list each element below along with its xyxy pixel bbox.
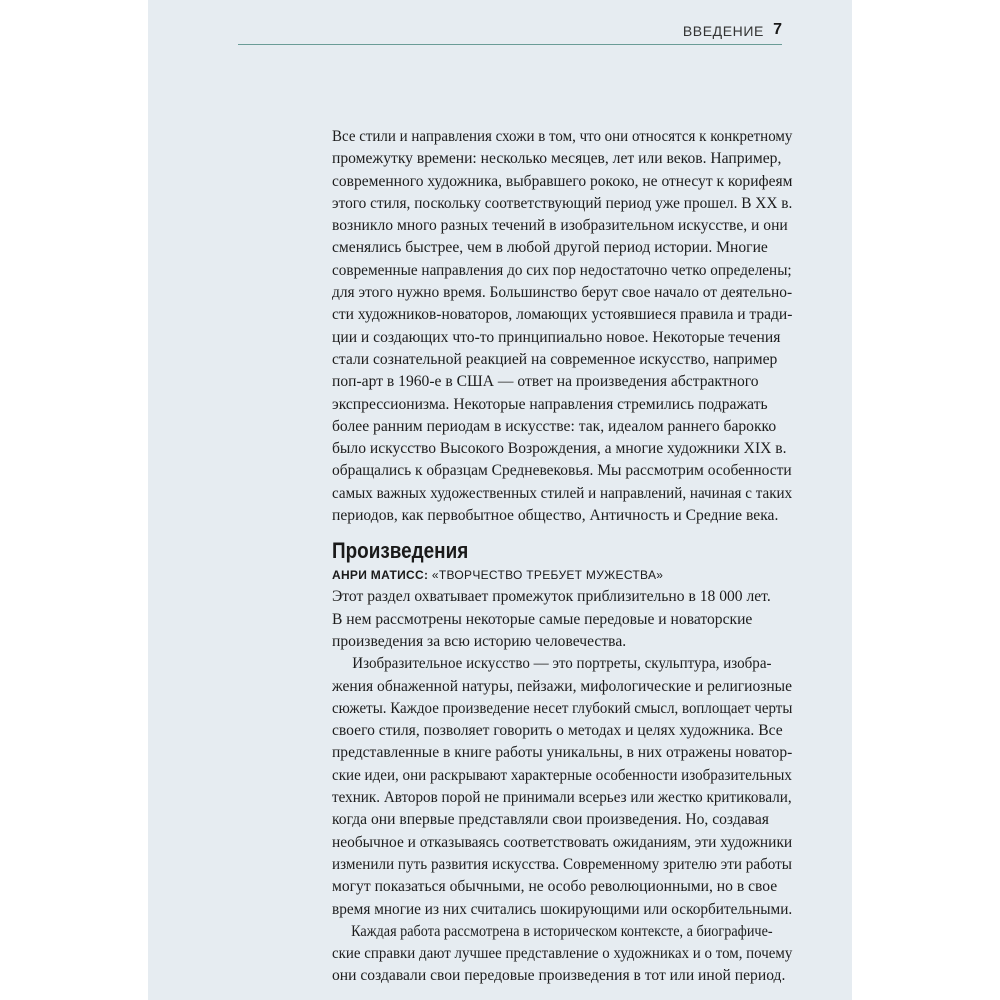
text-line: сти художников-новаторов, ломающих устоявшиеся правила и тради- xyxy=(332,306,793,324)
text-line: промежутку времени: несколько месяцев, лет или веков. Например, xyxy=(332,150,782,168)
text-line: этого стиля, поскольку соответствующий период уже прошел. В XX в. xyxy=(332,194,793,212)
text-line: обращались к образцам Средневековья. Мы рассмотрим особенности xyxy=(332,462,792,480)
text-line: периодов, как первобытное общество, Античность и Средние века. xyxy=(332,507,779,525)
epigraph xyxy=(332,566,792,584)
text-line: самых важных художественных стилей и направлений, начиная с таких xyxy=(332,484,793,502)
text-line: экспрессионизма. Некоторые направления стремились подражать xyxy=(332,395,768,413)
text-line: сменялись быстрее, чем в любой другой период истории. Многие xyxy=(332,239,768,257)
paragraph-3 xyxy=(332,921,792,988)
text-line: было искусство Высокого Возрождения, а многие художники XIX в. xyxy=(332,440,787,458)
text-line: стали сознательной реакцией на современное искусство, например xyxy=(332,350,778,368)
text-line: Все стили и направления схожи в том, что они относятся к конкретному xyxy=(332,128,793,145)
text-line: Этот раздел охватывает промежуток приблизительно в 18 000 лет. xyxy=(332,588,771,606)
body-text xyxy=(332,126,792,988)
text-line: для этого нужно время. Большинство берут свое начало от деятельно- xyxy=(332,284,793,302)
text-line: произведения за всю историю человечества. xyxy=(332,632,627,650)
text-line: время многие из них считались шокирующими или оскорбительными. xyxy=(332,900,793,918)
text-line: могут показаться обычными, не особо революционными, но в свое xyxy=(332,878,778,896)
paragraph-1 xyxy=(332,586,792,653)
book-page xyxy=(148,0,852,1000)
text-line: ции и создающих что-то принципиально новое. Некоторые течения xyxy=(332,328,781,346)
epigraph-author: АНРИ МАТИСС: xyxy=(332,568,429,583)
text-line: Изобразительное искусство — это портреты, скульптура, изобра- xyxy=(352,655,772,673)
section-heading: Произведения xyxy=(332,538,469,564)
text-line: современные направления до сих пор недостаточно четко определены; xyxy=(332,261,792,279)
text-line: поп-арт в 1960-е в США — ответ на произведения абстрактного xyxy=(332,373,759,391)
page-number: 7 xyxy=(773,21,782,38)
text-line: представленные в книге работы уникальны, в них отражены новатор- xyxy=(332,744,793,762)
text-line: ские идеи, они раскрывают характерные особенности изобразительных xyxy=(332,766,792,784)
text-line: В нем рассмотрены некоторые самые передовые и новаторские xyxy=(332,610,753,628)
text-line: необычное и отказываясь соответствовать ожиданиям, эти художники xyxy=(332,833,793,851)
text-line: они создавали свои передовые произведения в тот или иной период. xyxy=(332,967,786,985)
text-line: сюжеты. Каждое произведение несет глубокий смысл, воплощает черты xyxy=(332,699,793,717)
running-header-section: ВВЕДЕНИЕ xyxy=(682,23,764,39)
text-line: изменили путь развития искусства. Современному зрителю эти работы xyxy=(332,855,792,873)
paragraph-2 xyxy=(332,653,792,921)
text-line: возникло много разных течений в изобразительном искусстве, и они xyxy=(332,217,788,235)
text-line: Каждая работа рассмотрена в историческом контексте, а биографиче- xyxy=(351,922,773,940)
text-line: более ранним периодам в искусстве: так, идеалом раннего барокко xyxy=(332,417,777,435)
running-header xyxy=(238,22,782,45)
text-line: когда они впервые представляли свои произведения. Но, создавая xyxy=(332,811,769,829)
text-line: жения обнаженной натуры, пейзажи, мифологические и религиозные xyxy=(332,677,793,695)
text-line: современного художника, выбравшего рококо, не отнесут к корифеям xyxy=(332,172,793,190)
intro-paragraph xyxy=(332,126,792,527)
text-line: своего стиля, позволяет говорить о методах и целях художника. Все xyxy=(332,722,783,740)
text-line: техник. Авторов порой не принимали всерьез или жестко критиковали, xyxy=(332,789,792,807)
epigraph-quote: «ТВОРЧЕСТВО ТРЕБУЕТ МУЖЕСТВА» xyxy=(428,568,664,583)
text-line: ские справки дают лучшее представление о художниках и о том, почему xyxy=(332,945,793,963)
